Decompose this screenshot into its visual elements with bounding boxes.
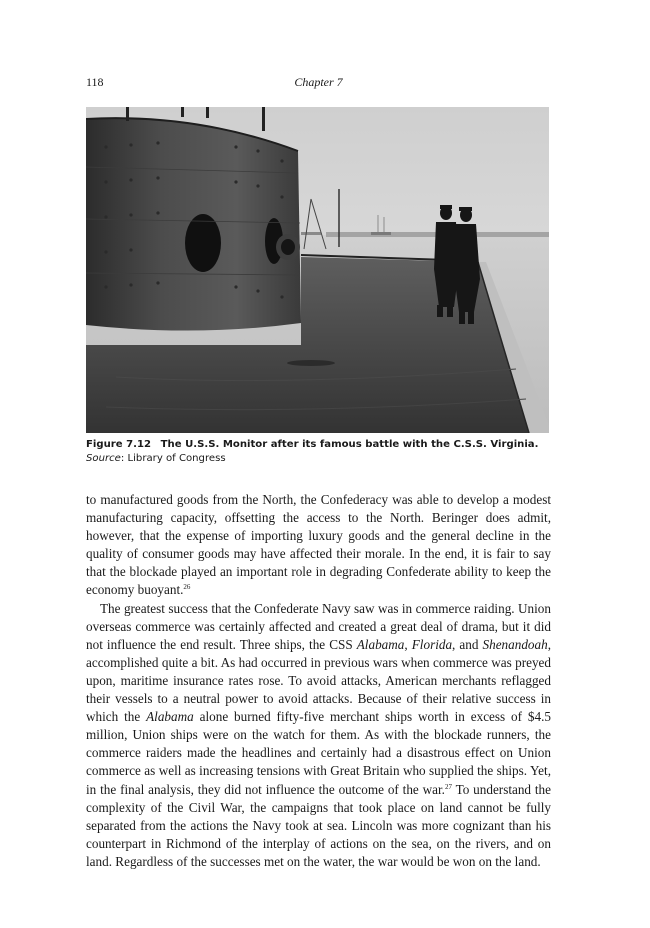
figure-label: Figure 7.12 — [86, 439, 152, 450]
figure-title: The U.S.S. Monitor after its famous battle with the C.S.S. Virginia. — [160, 439, 539, 450]
endnote-26: 26 — [183, 583, 191, 592]
paragraph-1 — [86, 491, 551, 600]
ship-name-alabama-2: Alabama — [146, 709, 194, 725]
p2-text-6: To understand the complexity of the Civil War, the campaigns that took place on land cannot be fully separated from the actions the Navy took at sea. Lincoln was more cognizant than his counterpart in Richmond of the interplay of actions on the sea, on the rivers, and on land. Regardless of the successes met on the water, the war would be won on the land. — [86, 781, 551, 869]
p2-text-4: , accomplished quite a bit. As had occurred in previous wars when commerce was preyed upon, maritime insurance rates rose. To avoid attacks, American merchants reflagged their vessels to a neutral power to avoid attacks. Because of their relative success in which the — [86, 636, 552, 725]
figure-source-text: : Library of Congress — [120, 453, 226, 464]
endnote-27: 27 — [444, 782, 452, 791]
page-number: 118 — [86, 75, 104, 89]
figure-source-label: Source — [86, 453, 121, 464]
ship-name-shenandoah: Shenandoah — [482, 636, 548, 652]
paragraph-2 — [86, 600, 551, 871]
paragraph-1-text: to manufactured goods from the North, the Confederacy was able to develop a modest manufacturing capacity, offsetting the access to the North. Beringer does admit, however, that the expense of importing luxury goods and the general decline in the quality of consumer goods may have affected their morale. In the end, it is fair to say that the blockade played an important role in degrading Confederate ability to keep the economy buoyant. — [86, 492, 551, 598]
chapter-title: Chapter 7 — [294, 75, 343, 89]
monitor-photograph — [86, 107, 549, 433]
p2-text-5: alone burned fifty-five merchant ships worth in excess of $4.5 million, Union ships were on the watch for them. As with the blockade runners, the commerce raiders made the headlines and certainly had a disastrous effect on Union commerce as well as increasing tensions with Great Britain who supplied the ships. Yet, in the final analysis, they did not influence the outcome of the war. — [86, 709, 551, 797]
ship-name-florida: Florida — [411, 636, 453, 652]
body-text — [86, 491, 551, 871]
figure-caption — [86, 438, 552, 466]
running-head — [86, 75, 551, 91]
ship-name-alabama: Alabama — [356, 636, 405, 652]
p2-text-1: The greatest success that the Confederate Navy saw was in commerce raiding. Union overseas commerce was certainly affected and created a great deal of drama, but it did not influence the end result. Three ships, the CSS — [86, 600, 551, 652]
p2-text-2: , — [404, 636, 412, 652]
p2-text-3: , and — [452, 636, 483, 652]
